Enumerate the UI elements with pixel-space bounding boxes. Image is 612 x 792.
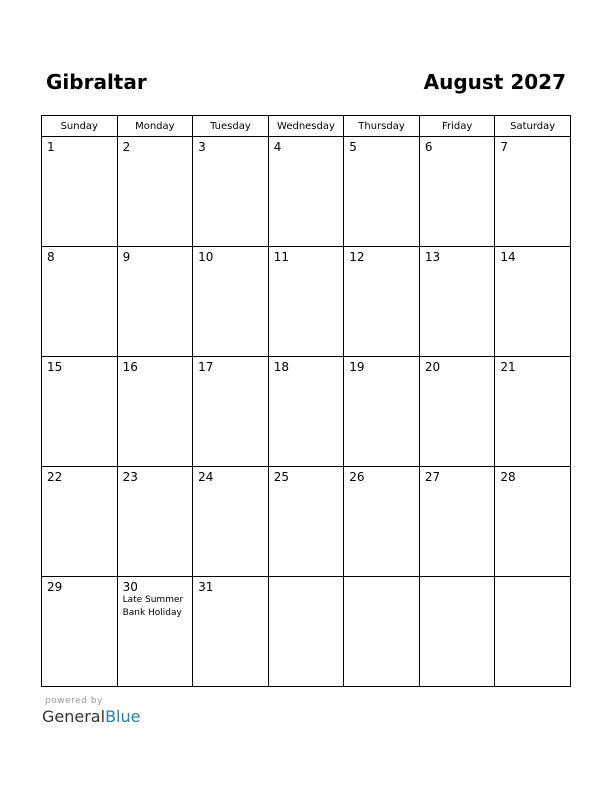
calendar-header [41,70,570,100]
weekday-friday: Friday [419,116,495,137]
day-cell [268,137,344,247]
day-number: 28 [500,470,516,484]
day-number: 4 [273,140,282,154]
day-number: 13 [424,250,441,264]
day-cell [42,247,118,357]
day-cell [419,357,495,467]
day-number: 5 [349,140,357,154]
day-cell [495,137,571,247]
day-number: 31 [198,580,214,594]
day-cell [344,467,420,577]
day-number: 12 [349,250,365,264]
day-cell [193,467,269,577]
day-cell [419,137,495,247]
empty-day-cell [268,577,344,687]
day-cell [42,577,118,687]
day-cell [193,137,269,247]
day-number: 18 [273,360,289,374]
weekday-wednesday: Wednesday [268,116,344,137]
day-number: 7 [500,140,509,154]
logo-text-general: General [42,707,106,726]
logo-text-blue: Blue [105,707,141,726]
day-cell [268,247,344,357]
day-cell [42,357,118,467]
day-number: 16 [122,360,138,374]
day-number: 23 [122,470,138,484]
weekday-saturday: Saturday [495,116,571,137]
week-row-4 [42,467,571,577]
country-title: Gibraltar [46,70,147,94]
day-cell [117,467,193,577]
day-cell [495,357,571,467]
month-year-title: August 2027 [423,70,566,94]
day-number: 1 [47,140,55,154]
day-cell [419,467,495,577]
day-cell [344,137,420,247]
day-number: 26 [349,470,365,484]
day-cell [117,577,193,687]
day-cell [268,467,344,577]
day-number: 20 [424,360,441,374]
day-cell [268,357,344,467]
day-cell [495,467,571,577]
day-number [495,577,570,580]
day-number: 2 [122,140,131,154]
day-number: 27 [424,470,441,484]
day-number: 11 [273,250,289,264]
day-number: 10 [198,250,214,264]
weekday-thursday: Thursday [344,116,420,137]
weekday-monday: Monday [117,116,193,137]
day-cell [117,137,193,247]
weekday-header-row [42,116,571,137]
day-cell [344,247,420,357]
powered-by-text: powered by [45,696,103,706]
day-number: 29 [47,580,63,594]
day-number: 25 [273,470,289,484]
week-row-5 [42,577,571,687]
empty-day-cell [495,577,571,687]
day-number [420,577,495,580]
holiday-label-line1: Late Summer [122,595,184,605]
empty-day-cell [344,577,420,687]
day-cell [193,247,269,357]
empty-day-cell [419,577,495,687]
day-number: 17 [198,360,214,374]
day-number: 22 [47,470,63,484]
weekday-tuesday: Tuesday [193,116,269,137]
week-row-2 [42,247,571,357]
footer-branding [42,696,140,726]
week-row-1 [42,137,571,247]
day-cell [42,467,118,577]
calendar-grid [41,115,571,687]
generalblue-logo [42,707,140,726]
day-cell [117,357,193,467]
day-cell [344,357,420,467]
day-number: 15 [47,360,63,374]
day-cell [193,577,269,687]
day-number [344,577,419,580]
day-number: 30 [122,580,138,594]
day-number: 6 [424,140,433,154]
day-number: 19 [349,360,365,374]
day-cell [193,357,269,467]
day-number: 8 [47,250,55,264]
day-number: 3 [198,140,206,154]
day-number: 24 [198,470,214,484]
day-cell [42,137,118,247]
day-cell [419,247,495,357]
weekday-sunday: Sunday [42,116,118,137]
day-number: 14 [500,250,516,264]
day-number: 9 [122,250,131,264]
day-number: 21 [500,360,516,374]
day-number [269,577,344,580]
day-cell [495,247,571,357]
week-row-3 [42,357,571,467]
holiday-label-line2: Bank Holiday [122,608,182,618]
day-cell [117,247,193,357]
